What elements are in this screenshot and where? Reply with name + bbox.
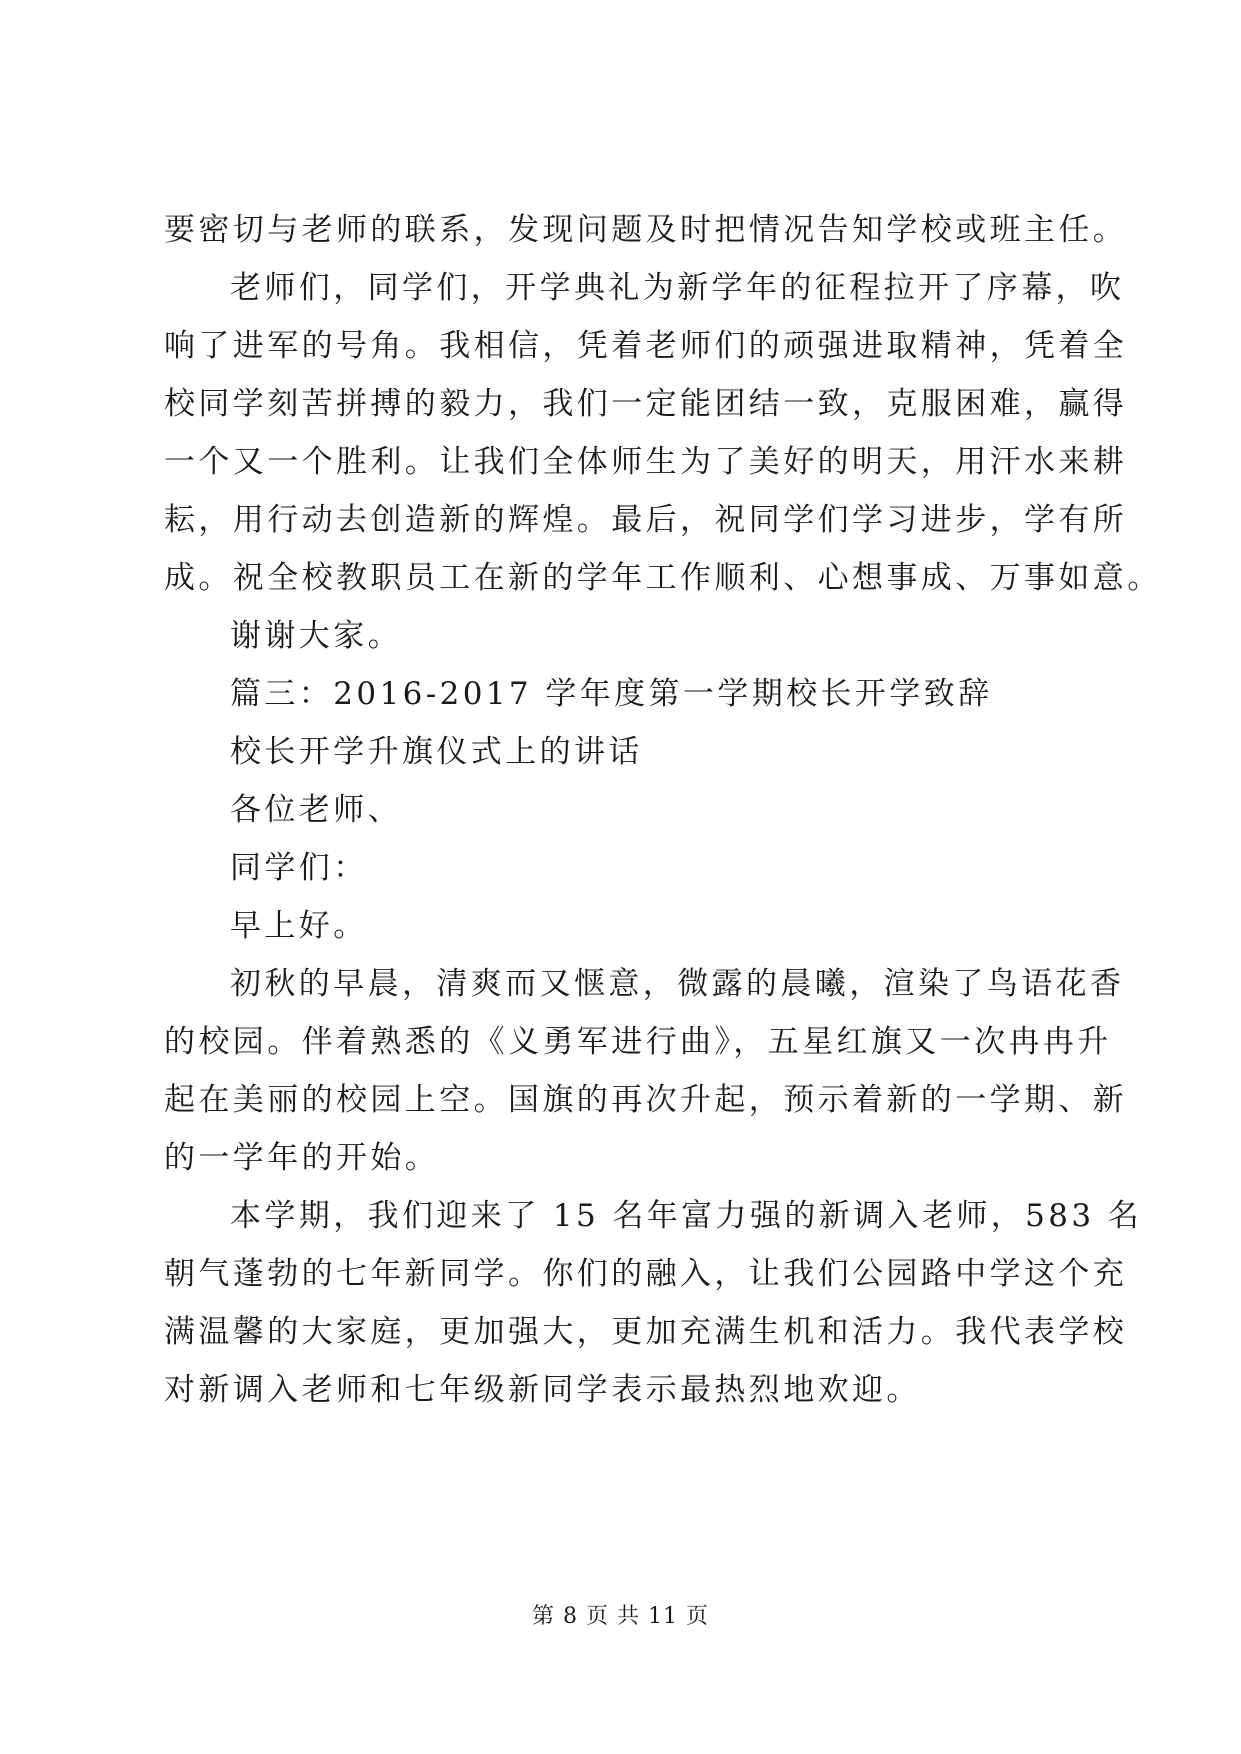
text-line: 起在美丽的校园上空。国旗的再次升起，预示着新的一学期、新 bbox=[164, 1082, 1128, 1118]
speech-title: 校长开学升旗仪式上的讲话 bbox=[230, 734, 643, 770]
text-line: 响了进军的号角。我相信，凭着老师们的顽强进取精神，凭着全 bbox=[164, 328, 1128, 364]
text-line: 初秋的早晨，清爽而又惬意，微露的晨曦，渲染了鸟语花香 bbox=[230, 966, 1125, 1002]
text-line: 谢谢大家。 bbox=[230, 618, 402, 654]
text-line: 成。祝全校教职员工在新的学年工作顺利、心想事成、万事如意。 bbox=[164, 560, 1162, 596]
page-number-footer: 第 8 页 共 11 页 bbox=[532, 1604, 709, 1629]
text-line: 老师们，同学们，开学典礼为新学年的征程拉开了序幕，吹 bbox=[230, 270, 1125, 306]
section-heading: 篇三：2016-2017 学年度第一学期校长开学致辞 bbox=[230, 676, 993, 712]
text-line: 的一学年的开始。 bbox=[164, 1140, 440, 1176]
text-line: 对新调入老师和七年级新同学表示最热烈地欢迎。 bbox=[164, 1372, 921, 1408]
text-line: 早上好。 bbox=[230, 908, 368, 944]
text-line: 满温馨的大家庭，更加强大，更加充满生机和活力。我代表学校 bbox=[164, 1314, 1128, 1350]
text-line: 同学们： bbox=[230, 850, 368, 886]
text-line: 一个又一个胜利。让我们全体师生为了美好的明天，用汗水来耕 bbox=[164, 444, 1128, 480]
text-line: 要密切与老师的联系，发现问题及时把情况告知学校或班主任。 bbox=[164, 212, 1128, 248]
text-line: 本学期，我们迎来了 15 名年富力强的新调入老师，583 名 bbox=[230, 1198, 1143, 1234]
text-line: 朝气蓬勃的七年新同学。你们的融入，让我们公园路中学这个充 bbox=[164, 1256, 1128, 1292]
text-line: 耘，用行动去创造新的辉煌。最后，祝同学们学习进步，学有所 bbox=[164, 502, 1128, 538]
text-line: 校同学刻苦拼搏的毅力，我们一定能团结一致，克服困难，赢得 bbox=[164, 386, 1128, 422]
text-line: 各位老师、 bbox=[230, 792, 402, 828]
text-line: 的校园。伴着熟悉的《义勇军进行曲》，五星红旗又一次冉冉升 bbox=[164, 1024, 1112, 1060]
